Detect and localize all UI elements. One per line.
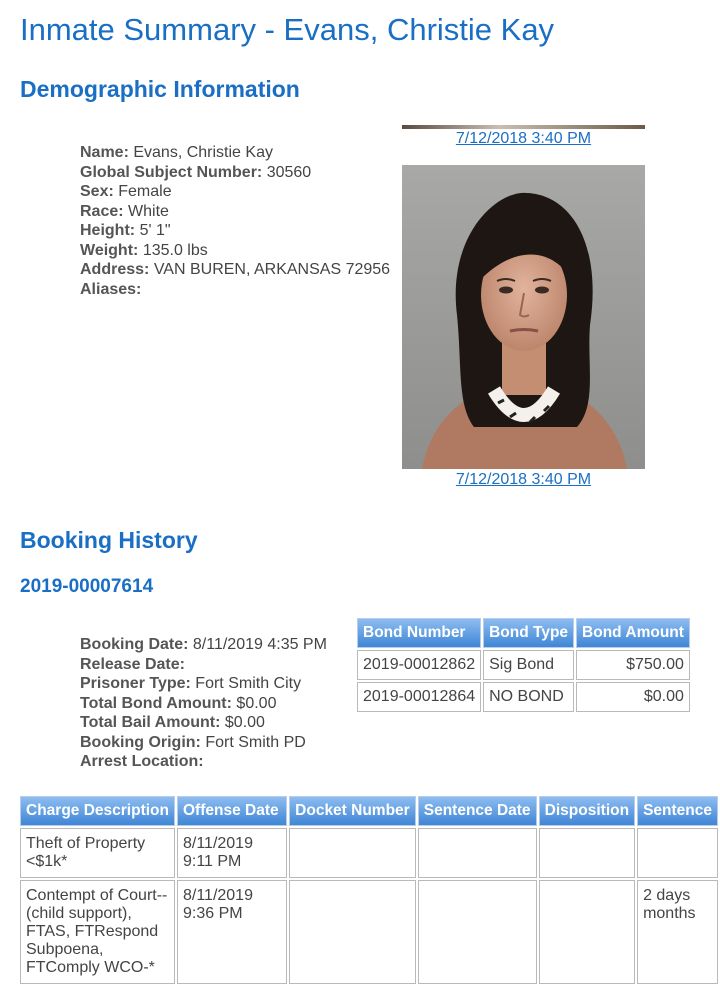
- bond-type-cell: NO BOND: [483, 682, 574, 712]
- field-arrest-location: Arrest Location:: [80, 753, 204, 770]
- bond-table: [355, 616, 692, 714]
- column-bond-type[interactable]: Bond Type: [483, 618, 574, 648]
- column-charge-description[interactable]: Charge Description: [20, 796, 175, 826]
- field-release-date: Release Date:: [80, 655, 185, 673]
- bond-table-header-row: [357, 618, 690, 648]
- docket-number-cell: [289, 828, 416, 878]
- booking-number: 2019-00007614: [20, 576, 154, 597]
- charge-description-cell: Contempt of Court--(child support), FTAS, FTRespond Subpoena, FTComply WCO-*: [20, 880, 175, 984]
- charge-description-cell: Theft of Property <$1k*: [20, 828, 175, 878]
- field-prisoner-type: Prisoner Type: Fort Smith City: [80, 675, 302, 692]
- bond-type-cell: Sig Bond: [483, 650, 574, 680]
- sentence-date-cell: [418, 880, 537, 984]
- charge-table-header-row: [20, 796, 718, 826]
- bond-amount-cell: $750.00: [576, 650, 690, 680]
- disposition-cell: [539, 828, 635, 878]
- column-sentence[interactable]: Sentence: [637, 796, 718, 826]
- table-row: [20, 828, 718, 878]
- bond-amount-cell: $0.00: [576, 682, 690, 712]
- sentence-cell: 2 days months: [637, 880, 718, 984]
- disposition-cell: [539, 880, 635, 984]
- field-total-bail-amount: Total Bail Amount: $0.00: [80, 714, 265, 731]
- field-height: Height: 5' 1": [80, 222, 171, 239]
- booking-info: [80, 635, 327, 772]
- offense-date-cell: 8/11/2019 9:11 PM: [177, 828, 287, 878]
- column-offense-date[interactable]: Offense Date: [177, 796, 287, 826]
- sentence-date-cell: [418, 828, 537, 878]
- mugshot-image[interactable]: [402, 165, 645, 469]
- field-booking-date: Booking Date: 8/11/2019 4:35 PM: [80, 636, 327, 653]
- offense-date-cell: 8/11/2019 9:36 PM: [177, 880, 287, 984]
- sentence-cell: [637, 828, 718, 878]
- mugshot-partial-image[interactable]: [402, 125, 645, 129]
- field-name: Name: Evans, Christie Kay: [80, 144, 273, 161]
- column-sentence-date[interactable]: Sentence Date: [418, 796, 537, 826]
- demographic-heading: Demographic Information: [20, 76, 300, 102]
- field-total-bond-amount: Total Bond Amount: $0.00: [80, 694, 277, 712]
- docket-number-cell: [289, 880, 416, 984]
- column-bond-number[interactable]: Bond Number: [357, 618, 481, 648]
- column-disposition[interactable]: Disposition: [539, 796, 635, 826]
- field-aliases: Aliases:: [80, 280, 142, 298]
- field-booking-origin: Booking Origin: Fort Smith PD: [80, 733, 306, 751]
- demographic-info: [80, 143, 390, 299]
- column-docket-number[interactable]: Docket Number: [289, 796, 416, 826]
- table-row: [20, 880, 718, 984]
- booking-history-heading: Booking History: [20, 527, 198, 553]
- table-row: [357, 682, 690, 712]
- field-weight: Weight: 135.0 lbs: [80, 241, 208, 259]
- photo-date-link-2[interactable]: 7/12/2018 3:40 PM: [455, 471, 592, 488]
- field-address: Address: VAN BUREN, ARKANSAS 72956: [80, 261, 391, 278]
- field-race: Race: White: [80, 202, 169, 220]
- table-row: [357, 650, 690, 680]
- field-sex: Sex: Female: [80, 183, 172, 200]
- bond-number-cell: 2019-00012864: [357, 682, 481, 712]
- field-global-subject-number: Global Subject Number: 30560: [80, 163, 312, 181]
- photo-date-link-1[interactable]: 7/12/2018 3:40 PM: [455, 130, 592, 147]
- bond-number-cell: 2019-00012862: [357, 650, 481, 680]
- page-title: Inmate Summary - Evans, Christie Kay: [20, 12, 555, 47]
- column-bond-amount[interactable]: Bond Amount: [576, 618, 690, 648]
- charge-table: [18, 794, 720, 986]
